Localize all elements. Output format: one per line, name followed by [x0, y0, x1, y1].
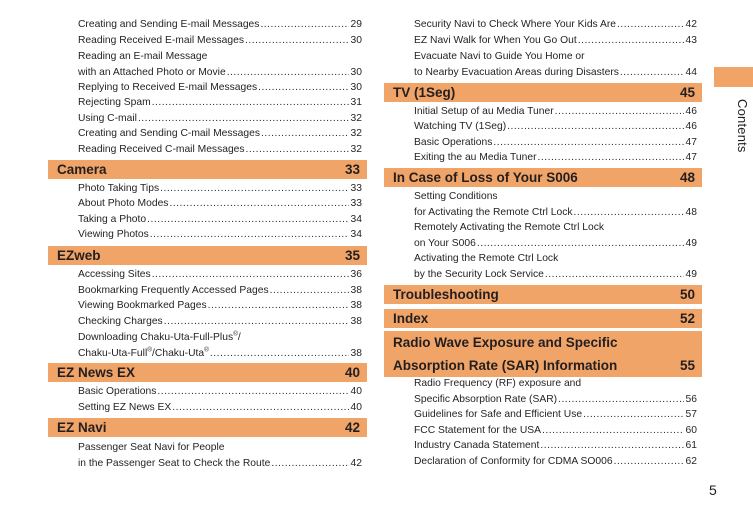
entry-page: 29	[350, 19, 362, 30]
entry-page: 30	[350, 82, 362, 93]
entry-page: 60	[685, 425, 697, 436]
toc-entry[interactable]	[414, 438, 697, 454]
section-page: 40	[344, 365, 360, 380]
entry-title: About Photo Modes	[78, 198, 169, 209]
entry-title-line1: Reading an E-mail Message	[78, 51, 208, 62]
toc-entry[interactable]	[78, 314, 362, 330]
entry-title: Reading Received C-mail Messages	[78, 144, 245, 155]
entry-page: 38	[350, 285, 362, 296]
toc-entry[interactable]	[414, 376, 697, 407]
section-title: Index	[393, 311, 429, 326]
leader-dots	[545, 267, 684, 283]
leader-dots	[271, 456, 348, 472]
entry-title: Viewing Bookmarked Pages	[78, 300, 207, 311]
entry-page: 38	[350, 347, 362, 359]
leader-dots	[160, 181, 348, 197]
toc-entry[interactable]	[414, 119, 697, 135]
leader-dots	[538, 150, 684, 166]
leader-dots	[150, 227, 349, 243]
toc-entry[interactable]	[78, 298, 362, 314]
entry-page: 38	[350, 316, 362, 327]
entry-page: 44	[685, 66, 697, 78]
leader-dots	[558, 392, 683, 408]
toc-entry[interactable]	[78, 111, 362, 127]
entry-title: Rejecting Spam	[78, 97, 151, 108]
section-page: 48	[679, 170, 695, 185]
entry-page: 48	[685, 206, 697, 218]
section-header-troubleshooting[interactable]	[384, 285, 702, 304]
section-header-ez-news[interactable]	[48, 363, 367, 382]
entry-title: Reading Received E-mail Messages	[78, 35, 244, 46]
toc-entry[interactable]	[414, 407, 697, 423]
entry-title: Using C-mail	[78, 113, 137, 124]
entry-title: by the Security Lock Service	[414, 268, 544, 280]
entry-page: 43	[685, 35, 697, 46]
leader-dots	[583, 407, 683, 423]
entry-title-line1: Passenger Seat Navi for People	[78, 442, 225, 453]
entry-title: Security Navi to Check Where Your Kids Are	[414, 19, 617, 30]
leader-dots	[246, 142, 349, 158]
entry-page: 40	[350, 402, 362, 413]
toc-entry[interactable]	[414, 135, 697, 151]
entry-page: 34	[350, 214, 362, 225]
toc-entry[interactable]	[78, 181, 362, 197]
toc-entry[interactable]	[414, 49, 697, 80]
entry-title: to Nearby Evacuation Areas during Disasters	[414, 66, 619, 78]
entry-page: 62	[685, 456, 697, 467]
section-title: EZ News EX	[57, 365, 136, 380]
entry-page: 56	[685, 393, 697, 405]
leader-dots	[540, 438, 683, 454]
toc-entry[interactable]	[78, 440, 362, 471]
section-title: Camera	[57, 162, 107, 177]
leader-dots	[157, 384, 348, 400]
toc-entry[interactable]	[414, 423, 697, 439]
leader-dots	[172, 400, 348, 416]
leader-dots	[147, 212, 348, 228]
leader-dots	[270, 283, 349, 299]
entry-title: Basic Operations	[78, 386, 157, 397]
entry-page: 49	[685, 268, 697, 280]
leader-dots	[227, 65, 349, 81]
leader-dots	[210, 346, 349, 362]
section-title-line1: Radio Wave Exposure and Specific	[393, 335, 618, 350]
leader-dots	[578, 33, 684, 49]
toc-entry[interactable]	[414, 33, 697, 49]
entry-title: for Activating the Remote Ctrl Lock	[414, 206, 573, 218]
entry-page: 40	[350, 386, 362, 397]
section-header-ezweb[interactable]	[48, 246, 367, 265]
entry-title-line1: Radio Frequency (RF) exposure and	[414, 378, 582, 389]
leader-dots	[208, 298, 349, 314]
entry-page: 42	[350, 457, 362, 469]
toc-entry[interactable]	[78, 95, 362, 111]
toc-entry[interactable]	[414, 189, 697, 220]
toc-entry[interactable]	[78, 267, 362, 283]
section-title: TV (1Seg)	[393, 85, 456, 100]
toc-entry[interactable]	[78, 80, 362, 96]
toc-entry[interactable]	[78, 196, 362, 212]
toc-entry[interactable]	[78, 330, 362, 361]
entry-title: Initial Setup of au Media Tuner	[414, 106, 554, 117]
entry-title: Exiting the au Media Tuner	[414, 152, 537, 163]
section-page: 35	[344, 248, 360, 263]
entry-title: Specific Absorption Rate (SAR)	[414, 393, 558, 405]
entry-title: Watching TV (1Seg)	[414, 121, 507, 132]
leader-dots	[477, 236, 684, 252]
entry-page: 36	[350, 269, 362, 280]
entry-title: Chaku-Uta-Full®/Chaku-Uta®	[78, 346, 209, 359]
entry-page: 30	[350, 66, 362, 78]
toc-entry[interactable]	[414, 454, 697, 470]
entry-title: on Your S006	[414, 237, 476, 249]
entry-title: Creating and Sending C-mail Messages	[78, 128, 261, 139]
entry-title-line1: Downloading Chaku-Uta-Full-Plus®/	[78, 330, 241, 343]
entry-title: FCC Statement for the USA	[414, 425, 542, 436]
leader-dots	[542, 423, 683, 439]
entry-page: 31	[350, 97, 362, 108]
entry-title: Viewing Photos	[78, 229, 149, 240]
toc-entry[interactable]	[78, 126, 362, 142]
entry-title-line1: Setting Conditions	[414, 191, 498, 202]
entry-title-line1: Activating the Remote Ctrl Lock	[414, 253, 559, 264]
entry-page: 32	[350, 144, 362, 155]
toc-entry[interactable]	[78, 49, 362, 80]
entry-page: 46	[685, 121, 697, 132]
toc-entry[interactable]	[78, 283, 362, 299]
entry-title: Bookmarking Frequently Accessed Pages	[78, 285, 269, 296]
entry-page: 49	[685, 237, 697, 249]
chapter-tab-marker	[714, 67, 753, 87]
leader-dots	[620, 65, 684, 81]
leader-dots	[164, 314, 349, 330]
page-number: 5	[709, 482, 717, 498]
toc-entry[interactable]	[78, 212, 362, 228]
leader-dots	[617, 17, 684, 33]
leader-dots	[169, 196, 348, 212]
entry-page: 47	[685, 137, 697, 148]
toc-entry[interactable]	[414, 104, 697, 120]
leader-dots	[507, 119, 683, 135]
entry-title: Accessing Sites	[78, 269, 151, 280]
toc-entry[interactable]	[78, 17, 362, 33]
entry-title: Industry Canada Statement	[414, 440, 540, 451]
entry-page: 33	[350, 183, 362, 194]
entry-title: Basic Operations	[414, 137, 493, 148]
toc-entry[interactable]	[78, 33, 362, 49]
toc-entry[interactable]	[414, 150, 697, 166]
toc-entry[interactable]	[414, 220, 697, 251]
leader-dots	[493, 135, 683, 151]
entry-title-line1: Remotely Activating the Remote Ctrl Lock	[414, 222, 604, 233]
section-header-loss[interactable]	[384, 168, 702, 187]
section-title-line2: Absorption Rate (SAR) Information	[393, 358, 618, 373]
entry-title: Photo Taking Tips	[78, 183, 160, 194]
toc-entry[interactable]	[414, 251, 697, 282]
entry-title-line1: Evacuate Navi to Guide You Home or	[414, 51, 585, 62]
entry-title: Setting EZ News EX	[78, 402, 172, 413]
entry-page: 32	[350, 128, 362, 139]
section-page: 45	[679, 85, 695, 100]
toc-entry[interactable]	[78, 400, 362, 416]
contents-side-label: Contents	[735, 99, 750, 153]
section-page: 50	[679, 287, 695, 302]
section-title: EZ Navi	[57, 420, 107, 435]
entry-title: with an Attached Photo or Movie	[78, 66, 226, 78]
entry-title: Checking Charges	[78, 316, 163, 327]
entry-page: 33	[350, 198, 362, 209]
entry-page: 32	[350, 113, 362, 124]
entry-title: Creating and Sending E-mail Messages	[78, 19, 260, 30]
section-header-camera[interactable]	[48, 160, 367, 179]
entry-page: 47	[685, 152, 697, 163]
entry-page: 57	[685, 409, 697, 420]
toc-entry[interactable]	[78, 384, 362, 400]
leader-dots	[574, 205, 684, 221]
entry-page: 61	[685, 440, 697, 451]
entry-title: in the Passenger Seat to Check the Route	[78, 457, 271, 469]
toc-entry[interactable]	[78, 142, 362, 158]
leader-dots	[614, 454, 684, 470]
section-page: 33	[344, 162, 360, 177]
entry-title: Guidelines for Safe and Efficient Use	[414, 409, 583, 420]
leader-dots	[555, 104, 684, 120]
leader-dots	[138, 111, 349, 127]
leader-dots	[245, 33, 349, 49]
section-page: 42	[344, 420, 360, 435]
leader-dots	[258, 80, 348, 96]
section-header-ez-navi[interactable]	[48, 418, 367, 437]
toc-entry[interactable]	[78, 227, 362, 243]
section-page: 55	[679, 358, 695, 373]
entry-title: Replying to Received E-mail Messages	[78, 82, 258, 93]
section-title: In Case of Loss of Your S006	[393, 170, 578, 185]
section-header-index[interactable]	[384, 309, 702, 328]
entry-title: Taking a Photo	[78, 214, 147, 225]
leader-dots	[152, 95, 349, 111]
entry-page: 38	[350, 300, 362, 311]
leader-dots	[260, 17, 348, 33]
entry-page: 34	[350, 229, 362, 240]
leader-dots	[152, 267, 349, 283]
leader-dots	[261, 126, 349, 142]
section-page: 52	[679, 311, 695, 326]
entry-page: 30	[350, 35, 362, 46]
entry-page: 42	[685, 19, 697, 30]
entry-title: EZ Navi Walk for When You Go Out	[414, 35, 577, 46]
entry-page: 46	[685, 106, 697, 117]
section-title: Troubleshooting	[393, 287, 499, 302]
section-header-sar[interactable]	[384, 331, 702, 377]
section-header-tv[interactable]	[384, 83, 702, 102]
entry-title: Declaration of Conformity for CDMA SO006	[414, 456, 613, 467]
toc-entry[interactable]	[414, 17, 697, 33]
section-title: EZweb	[57, 248, 101, 263]
